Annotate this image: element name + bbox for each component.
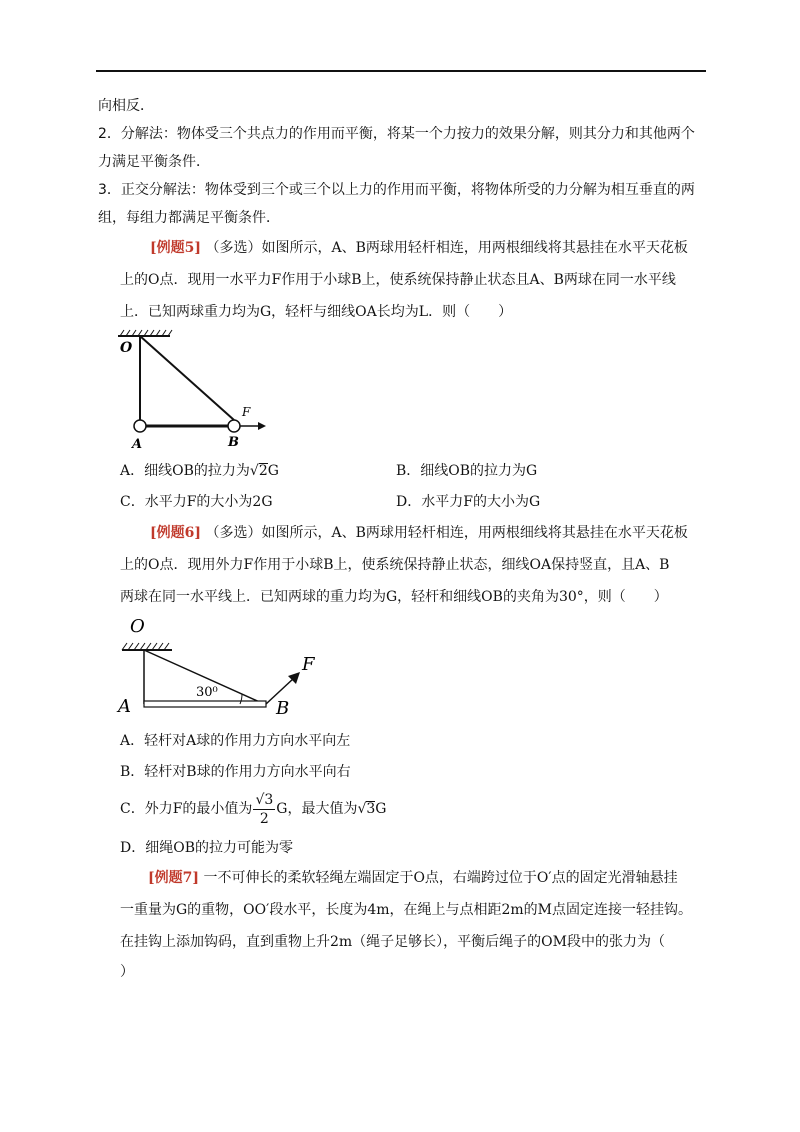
option-c-middle: G，最大值为 bbox=[276, 801, 358, 817]
example5-option-b: B．细线OB的拉力为G bbox=[396, 463, 538, 479]
option-a-radicand: 2 bbox=[258, 463, 268, 479]
example6-text-1: （多选）如图所示，A、B两球用轻杆相连，用两根细线将其悬挂在水平天花板 bbox=[205, 525, 688, 541]
intro-line-1: 向相反． bbox=[98, 98, 154, 114]
example6-option-b: B．轻杆对B球的作用力方向水平向右 bbox=[120, 764, 351, 780]
intro-line-3: 力满足平衡条件． bbox=[98, 154, 210, 170]
example7-label: [例题7] bbox=[148, 870, 199, 886]
example5-figure bbox=[110, 328, 280, 450]
example5-text-1: （多选）如图所示，A、B两球用轻杆相连，用两根细线将其悬挂在水平天花板 bbox=[205, 240, 688, 256]
example6-option-c: C．外力F的最小值为 $\frac{√3}{2}$ G，最大值为√3G bbox=[120, 791, 387, 827]
fraction-numerator: √3 bbox=[255, 791, 274, 808]
option-c-unit: G bbox=[375, 801, 387, 817]
intro-line-2: 2．分解法：物体受三个共点力的作用而平衡，将某一个力按力的效果分解，则其分力和其他两个 bbox=[98, 126, 695, 142]
example6-line-3: 两球在同一水平线上．已知两球的重力均为G，轻杆和细线OB的夹角为30°，则（ ） bbox=[120, 589, 668, 605]
ball-b bbox=[228, 420, 240, 432]
option-c-radicand: 3 bbox=[366, 801, 376, 817]
label-b: B bbox=[276, 698, 290, 719]
option-c-fraction bbox=[253, 791, 275, 828]
example7-text-1: 一不可伸长的柔软轻绳左端固定于O点，右端跨过位于O′点的固定光滑轴悬挂 bbox=[203, 870, 678, 886]
option-a-text: A．细线OB的拉力为 bbox=[120, 463, 250, 479]
label-b: B bbox=[228, 435, 239, 450]
rod-ab bbox=[144, 701, 266, 707]
ceiling-hatch bbox=[122, 643, 169, 650]
intro-line-4: 3．正交分解法：物体受到三个或三个以上力的作用而平衡，将物体所受的力分解为相互垂直的两 bbox=[98, 182, 695, 198]
example7-line-2: 一重量为G的重物，OO′段水平，长度为4m，在绳上与点相距2m的M点固定连接一轻挂钩。 bbox=[120, 902, 693, 918]
example5-option-c: C．水平力F的大小为2G bbox=[120, 494, 273, 510]
label-o: O bbox=[120, 340, 133, 356]
example5-line-3: 上．已知两球重力均为G，轻杆与细线OA长均为L．则（ ） bbox=[120, 304, 513, 320]
example7-line-4: ） bbox=[120, 964, 134, 980]
example5-option-d: D．水平力F的大小为G bbox=[396, 494, 541, 510]
example5-line-1 bbox=[150, 238, 688, 258]
string-ob bbox=[140, 336, 234, 420]
example5-label: [例题5] bbox=[150, 240, 201, 256]
example6-option-d: D．细绳OB的拉力可能为零 bbox=[120, 840, 293, 856]
example5-option-a: A．细线OB的拉力为√2G bbox=[120, 463, 279, 479]
fraction-denominator: 2 bbox=[259, 810, 269, 827]
label-f: F bbox=[302, 654, 315, 675]
example6-line-2: 上的O点．现用外力F作用于小球B上，使系统保持静止状态，细线OA保持竖直，且A、B bbox=[120, 557, 670, 573]
ball-a bbox=[134, 420, 146, 432]
example6-option-a: A．轻杆对A球的作用力方向水平向左 bbox=[120, 733, 351, 749]
option-c-text: C．外力F的最小值为 bbox=[120, 801, 253, 817]
example5-line-2: 上的O点．现用一水平力F作用于小球B上，使系统保持静止状态且A、B两球在同一水平线 bbox=[120, 272, 676, 288]
label-a: A bbox=[118, 696, 131, 717]
label-a: A bbox=[132, 437, 143, 450]
label-f: F bbox=[242, 405, 251, 419]
option-a-unit: G bbox=[267, 463, 279, 479]
force-f-arrowhead bbox=[258, 422, 266, 430]
example7-line-3: 在挂钩上添加钩码，直到重物上升2m（绳子足够长），平衡后绳子的OM段中的张力为（ bbox=[120, 934, 665, 950]
example6-figure bbox=[112, 612, 332, 722]
example6-label: [例题6] bbox=[150, 525, 201, 541]
example6-line-1 bbox=[150, 523, 688, 543]
header-rule bbox=[96, 70, 706, 72]
label-o: O bbox=[130, 616, 145, 637]
example7-line-1 bbox=[148, 868, 678, 888]
angle-label: 30⁰ bbox=[196, 685, 218, 700]
intro-line-5: 组，每组力都满足平衡条件． bbox=[98, 210, 280, 226]
